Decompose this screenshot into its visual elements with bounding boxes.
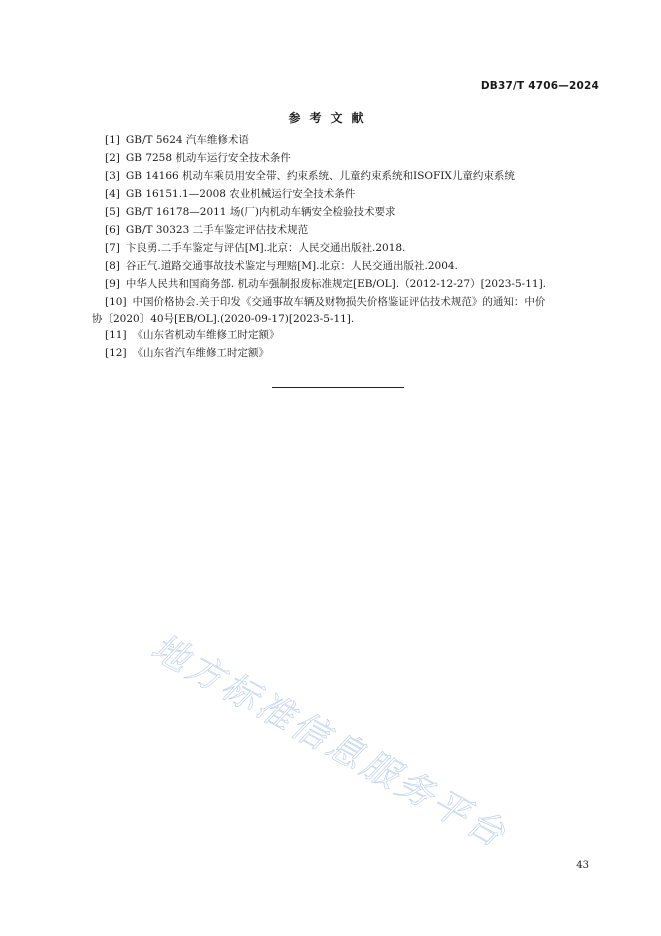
reference-number: [5] [105,206,120,218]
page-number: 43 [576,860,589,871]
reference-text: 《山东省机动车维修工时定额》 [132,329,280,341]
reference-item [105,278,546,291]
reference-item [105,170,515,183]
reference-number: [1] [105,134,120,146]
watermark: 地方标准信息服务平台 [144,626,514,857]
reference-continuation: 协〔2020〕40号[EB/OL].(2020-09-17)[2023-5-11]. [92,313,355,325]
reference-text: 卞良勇.二手车鉴定与评估[M].北京：人民交通出版社.2018. [125,242,406,254]
reference-text: 中国价格协会.关于印发《交通事故车辆及财物损失价格鉴证评估技术规范》的通知：中价 [132,296,546,308]
reference-text: GB/T 30323 二手车鉴定评估技术规范 [125,224,309,236]
reference-text: 谷正气.道路交通事故技术鉴定与理赔[M].北京：人民交通出版社.2004. [125,260,458,272]
end-divider [272,387,404,388]
reference-number: [9] [105,278,120,290]
reference-text: GB/T 5624 汽车维修术语 [125,134,249,146]
reference-number: [4] [105,188,120,200]
reference-number: [10] [105,296,127,308]
reference-item [105,224,308,237]
reference-text: 《山东省汽车维修工时定额》 [132,347,270,359]
reference-item [105,329,280,342]
reference-number: [2] [105,152,120,164]
reference-item [105,206,396,219]
reference-item [105,347,269,360]
reference-item [105,260,458,273]
reference-text: GB 16151.1—2008 农业机械运行安全技术条件 [125,188,356,200]
reference-number: [3] [105,170,120,182]
reference-item [105,152,291,165]
reference-number: [12] [105,347,127,359]
reference-number: [7] [105,242,120,254]
reference-item [105,134,249,147]
page-title: 参考文献 [288,111,373,125]
reference-text: GB/T 16178—2011 场(厂)内机动车辆安全检验技术要求 [125,206,396,218]
reference-number: [11] [105,329,127,341]
reference-text: GB 7258 机动车运行安全技术条件 [125,152,291,164]
reference-number: [8] [105,260,120,272]
standard-code: DB37/T 4706—2024 [480,80,599,92]
reference-number: [6] [105,224,120,236]
reference-item [105,242,405,255]
reference-text: 中华人民共和国商务部. 机动车强制报废标准规定[EB/OL].（2012-12-27）[2023-5-11]. [125,278,547,290]
reference-item [105,296,545,309]
reference-text: GB 14166 机动车乘员用安全带、约束系统、儿童约束系统和ISOFIX儿童约束系统 [125,170,515,182]
reference-item [105,188,355,201]
